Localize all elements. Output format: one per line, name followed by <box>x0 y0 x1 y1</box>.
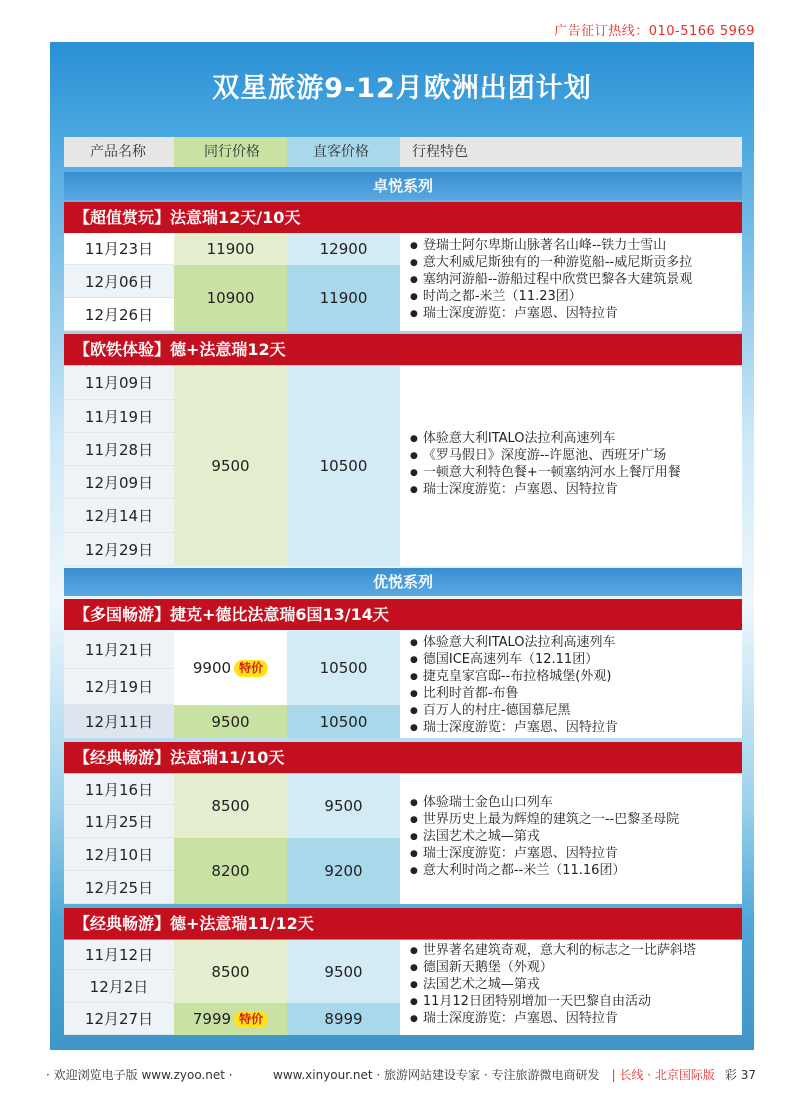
feature-item: ● 体验意大利ITALO法拉利高速列车 <box>410 430 742 447</box>
departure-date: 12月10日 <box>64 838 174 871</box>
trade-price-cell <box>174 631 287 705</box>
feature-item: ● 时尚之都-米兰（11.23团） <box>410 288 742 305</box>
section-title: 【超值赏玩】法意瑞12天/10天 <box>64 202 742 233</box>
header-features: 行程特色 <box>400 137 742 167</box>
section-title: 【经典畅游】法意瑞11/10天 <box>64 742 742 773</box>
direct-price: 11900 <box>287 265 400 331</box>
departure-date: 11月12日 <box>64 940 174 970</box>
section-body <box>64 940 742 1035</box>
direct-price: 8999 <box>287 1003 400 1035</box>
departure-date: 12月2日 <box>64 970 174 1003</box>
departure-date: 12月11日 <box>64 705 174 738</box>
feature-item: ● 登瑞士阿尔卑斯山脉著名山峰--铁力士雪山 <box>410 237 742 254</box>
section-body <box>64 631 742 738</box>
feature-list <box>400 940 742 1035</box>
series-banner-1: 卓悦系列 <box>64 172 742 200</box>
departure-date: 12月29日 <box>64 533 174 566</box>
departure-date: 12月09日 <box>64 466 174 499</box>
feature-item: ● 瑞士深度游览：卢塞恩、因特拉肯 <box>410 1010 742 1027</box>
feature-list <box>400 631 742 738</box>
trade-price: 8500 <box>174 940 287 1003</box>
departure-date: 11月16日 <box>64 774 174 805</box>
header-direct-price: 直客价格 <box>287 137 400 167</box>
footer-edition <box>612 1066 756 1083</box>
feature-item: ● 意大利时尚之都--米兰（11.16团） <box>410 862 742 879</box>
departure-date: 12月06日 <box>64 265 174 298</box>
feature-item: ● 瑞士深度游览：卢塞恩、因特拉肯 <box>410 845 742 862</box>
trade-price: 9500 <box>174 366 287 566</box>
feature-item: ● 德国ICE高速列车（12.11团） <box>410 651 742 668</box>
page-title: 双星旅游9-12月欧洲出团计划 <box>212 73 592 104</box>
trade-price: 8500 <box>174 774 287 838</box>
feature-item: ● 法国艺术之城—第戎 <box>410 828 742 845</box>
feature-item: ● 塞纳河游船--游船过程中欣赏巴黎各大建筑景观 <box>410 271 742 288</box>
departure-date: 12月19日 <box>64 669 174 705</box>
footer-website-link[interactable]: · 欢迎浏览电子版 www.zyoo.net · <box>46 1068 233 1082</box>
trade-price-cell <box>174 1003 287 1035</box>
series-banner-2: 优悦系列 <box>64 568 742 596</box>
page-number: 彩 37 <box>724 1068 756 1082</box>
direct-price: 9500 <box>287 940 400 1003</box>
departure-date: 11月23日 <box>64 233 174 265</box>
feature-item: ● 体验意大利ITALO法拉利高速列车 <box>410 634 742 651</box>
section-title: 【欧铁体验】德+法意瑞12天 <box>64 334 742 365</box>
section-body <box>64 366 742 566</box>
section-title: 【多国畅游】捷克+德比法意瑞6国13/14天 <box>64 599 742 630</box>
section-title: 【经典畅游】德+法意瑞11/12天 <box>64 908 742 939</box>
departure-date: 12月25日 <box>64 871 174 904</box>
departure-date: 12月27日 <box>64 1003 174 1035</box>
feature-item: ● 《罗马假日》深度游--许愿池、西班牙广场 <box>410 447 742 464</box>
departure-date: 11月25日 <box>64 805 174 838</box>
feature-item: ● 体验瑞士金色山口列车 <box>410 794 742 811</box>
special-price-badge: 特价 <box>234 660 268 677</box>
trade-price: 9500 <box>174 705 287 738</box>
feature-item: ● 比利时首都-布鲁 <box>410 685 742 702</box>
direct-price: 9500 <box>287 774 400 838</box>
trade-price: 10900 <box>174 265 287 331</box>
direct-price: 10500 <box>287 366 400 566</box>
feature-item: ● 一顿意大利特色餐+一顿塞纳河水上餐厅用餐 <box>410 464 742 481</box>
departure-date: 12月14日 <box>64 499 174 533</box>
trade-price: 11900 <box>174 233 287 265</box>
direct-price: 10500 <box>287 631 400 705</box>
feature-item: ● 德国新天鹅堡（外观） <box>410 959 742 976</box>
departure-date: 11月21日 <box>64 631 174 669</box>
feature-item: ● 意大利威尼斯独有的一种游览船--威尼斯贡多拉 <box>410 254 742 271</box>
footer-slogan: www.xinyour.net · 旅游网站建设专家 · 专注旅游微电商研发 <box>273 1068 600 1082</box>
special-price-badge: 特价 <box>234 1011 268 1028</box>
feature-item: ● 瑞士深度游览：卢塞恩、因特拉肯 <box>410 719 742 736</box>
departure-date: 11月28日 <box>64 433 174 466</box>
feature-item: ● 世界历史上最为辉煌的建筑之一--巴黎圣母院 <box>410 811 742 828</box>
trade-price: 7999 <box>192 1010 232 1028</box>
section-body <box>64 233 742 331</box>
feature-item: ● 11月12日团特别增加一天巴黎自由活动 <box>410 993 742 1010</box>
feature-item: ● 瑞士深度游览：卢塞恩、因特拉肯 <box>410 305 742 322</box>
footer-edition-label: | 长线 · 北京国际版 <box>611 1068 715 1082</box>
ad-hotline: 广告征订热线：010-5166 5969 <box>554 24 755 39</box>
feature-item: ● 世界著名建筑奇观，意大利的标志之一比萨斜塔 <box>410 942 742 959</box>
feature-item: ● 捷克皇家宫邸--布拉格城堡(外观) <box>410 668 742 685</box>
feature-item: ● 百万人的村庄-德国慕尼黑 <box>410 702 742 719</box>
direct-price: 12900 <box>287 233 400 265</box>
header-product-name: 产品名称 <box>64 137 174 167</box>
departure-date: 12月26日 <box>64 298 174 331</box>
feature-list <box>400 774 742 904</box>
direct-price: 9200 <box>287 838 400 904</box>
departure-date: 11月09日 <box>64 366 174 400</box>
direct-price: 10500 <box>287 705 400 738</box>
section-body <box>64 774 742 904</box>
feature-list <box>400 366 742 566</box>
departure-date: 11月19日 <box>64 400 174 433</box>
trade-price: 8200 <box>174 838 287 904</box>
table-header <box>64 137 742 167</box>
header-trade-price: 同行价格 <box>174 137 287 167</box>
feature-list <box>400 233 742 331</box>
feature-item: ● 法国艺术之城—第戎 <box>410 976 742 993</box>
trade-price: 9900 <box>192 659 232 677</box>
feature-item: ● 瑞士深度游览：卢塞恩、因特拉肯 <box>410 481 742 498</box>
